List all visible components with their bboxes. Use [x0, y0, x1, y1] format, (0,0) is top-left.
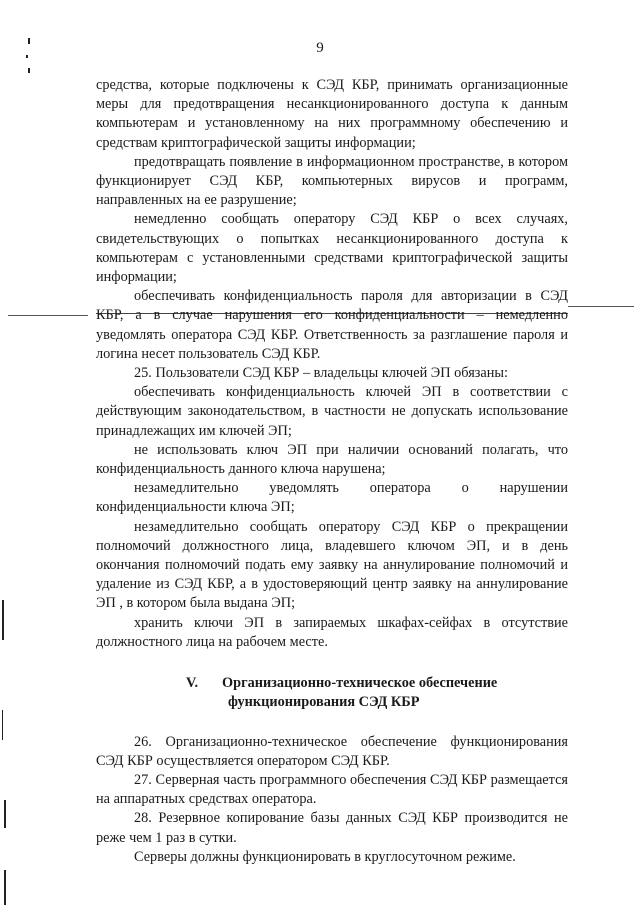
paragraph: 26. Организационно-техническое обеспечение функционирования СЭД КБР осуществляется оператором СЭД КБР. — [96, 733, 568, 769]
paragraph: 27. Серверная часть программного обеспечения СЭД КБР размещается на аппаратных средствах оператора. — [96, 771, 568, 808]
paragraph: незамедлительно уведомлять оператора о нарушении конфиденциальности ключа ЭП; — [96, 480, 568, 516]
scan-mark — [28, 68, 30, 73]
page-number: 9 — [316, 40, 324, 56]
paragraph: не использовать ключ ЭП при наличии оснований полагать, что конфиденциальность данного ключа нарушена; — [96, 441, 568, 478]
scan-mark — [4, 800, 6, 828]
paragraph: незамедлительно сообщать оператору СЭД КБР о прекращении полномочий должностного лица, владевшего ключом ЭП, и в день окончания полномочий подать ему заявку на аннулирование полномочий и удаление из СЭД КБР, а в удостоверяющий центр заявку на аннулирование ЭП , в котором была выдана ЭП; — [96, 518, 568, 612]
scan-line — [8, 315, 88, 316]
section-title-line1: Организационно-техническое обеспечение — [222, 675, 498, 692]
paragraph: 25. Пользователи СЭД КБР – владельцы ключей ЭП обязаны: — [134, 365, 509, 382]
scan-mark — [2, 710, 3, 740]
paragraph: средства, которые подключены к СЭД КБР, принимать организационные меры для предотвращения несанкционированного доступа к данным компьютерам и установленному на них программному обеспечению и средствам криптографической защиты информации; — [96, 77, 568, 151]
section-title-line2: функционирования СЭД КБР — [228, 694, 420, 711]
paragraph: 28. Резервное копирование базы данных СЭД КБР производится не реже чем 1 раз в сутки. — [96, 810, 568, 846]
scan-mark — [4, 870, 6, 905]
paragraph: обеспечивать конфиденциальность пароля для авторизации в СЭД КБР, а в случае нарушения его конфиденциальности – немедленно уведомлять оператора СЭД КБР. Ответственность за разглашение пароля и логина несет пользователь СЭД КБР. — [96, 288, 568, 362]
scan-mark — [2, 600, 4, 640]
paragraph: немедленно сообщать оператору СЭД КБР о всех случаях, свидетельствующих о попытках несанкционированного доступа к компьютерам с установленными средствами криптографической защиты информации; — [96, 211, 568, 286]
paragraph: обеспечивать конфиденциальность ключей ЭП в соответствии с действующим законодательством, в частности не допускать использование принадлежащих им ключей ЭП; — [96, 384, 568, 439]
paragraph: предотвращать появление в информационном пространстве, в котором функционирует СЭД КБР, компьютерных вирусов и программ, направленных на ее разрушение; — [96, 153, 568, 209]
section-heading — [96, 674, 568, 712]
document-body — [96, 76, 568, 867]
section-number: V. — [186, 675, 199, 692]
paragraph: Серверы должны функционировать в круглосуточном режиме. — [134, 848, 516, 865]
scan-line — [568, 306, 634, 307]
paragraph: хранить ключи ЭП в запираемых шкафах-сейфах в отсутствие должностного лица на рабочем месте. — [96, 614, 568, 650]
